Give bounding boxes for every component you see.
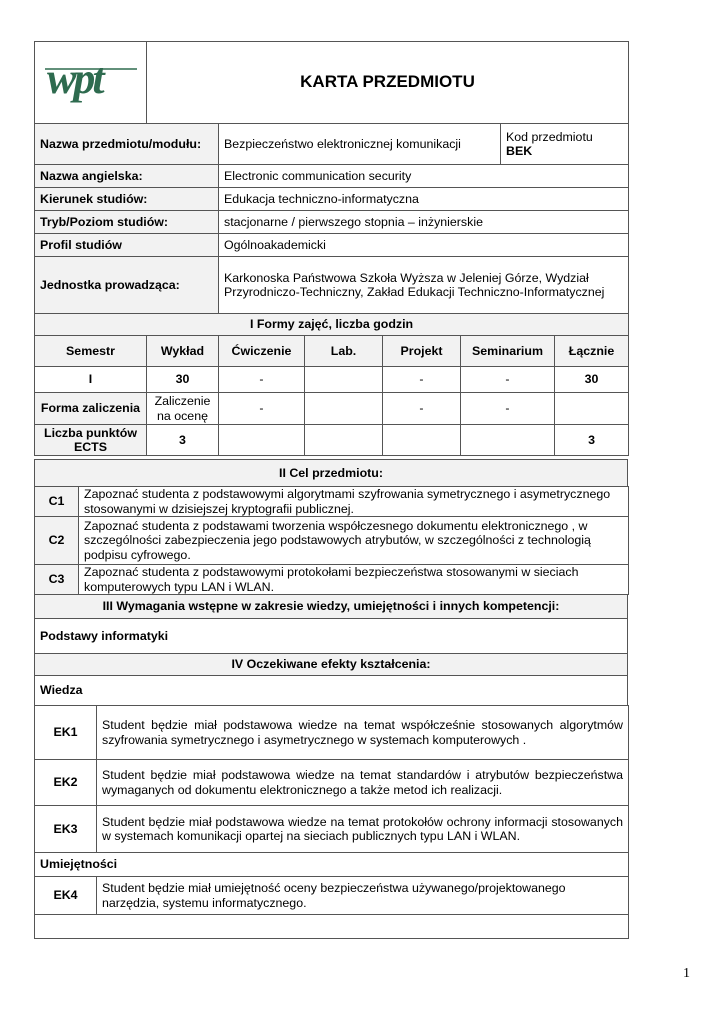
goals-heading: II Cel przedmiotu: bbox=[35, 460, 628, 487]
page-number: 1 bbox=[683, 966, 690, 981]
code-value: BEK bbox=[506, 144, 533, 158]
goal-code: C2 bbox=[35, 517, 79, 565]
form-seminar: - bbox=[461, 393, 555, 425]
lecture-hours: 30 bbox=[147, 367, 219, 393]
ects-seminar bbox=[461, 425, 555, 456]
forms-table bbox=[34, 313, 629, 456]
mode-value: stacjonarne / pierwszego stopnia – inżynierskie bbox=[219, 211, 629, 234]
form-project: - bbox=[383, 393, 461, 425]
semester-cell: I bbox=[35, 367, 147, 393]
outcome-text: Student będzie miał podstawowa wiedze na temat standardów i atrybutów bezpieczeństwa wymaganych od dokumentu elektronicznego a także metod ich realizacji. bbox=[97, 760, 629, 806]
skills-label: Umiejętności bbox=[35, 853, 629, 877]
goal-text: Zapoznać studenta z podstawowymi algorytmami szyfrowania symetrycznego i asymetrycznego stosowanymi w dzisiejszej kryptografii publicznej. bbox=[79, 487, 629, 517]
field-value: Edukacja techniczno-informatyczna bbox=[219, 188, 629, 211]
unit-value: Karkonoska Państwowa Szkoła Wyższa w Jeleniej Górze, Wydział Przyrodniczo-Techniczny, Zakład Edukacji Techniczno-Informatycznej bbox=[219, 257, 629, 314]
col-header: Projekt bbox=[383, 336, 461, 367]
ects-exercise bbox=[219, 425, 305, 456]
logo-text: wpt bbox=[46, 54, 102, 103]
goals-heading-table bbox=[34, 459, 628, 487]
ects-lecture: 3 bbox=[147, 425, 219, 456]
forms-heading: I Formy zajęć, liczba godzin bbox=[35, 314, 629, 336]
goal-text: Zapoznać studenta z podstawami tworzenia współczesnego dokumentu elektronicznego , w szczególności zabezpieczenia jego podstawowych atrybutów, w szczególności z technologią podpisu cyfrowego. bbox=[79, 517, 629, 565]
profile-value: Ogólnoakademicki bbox=[219, 234, 629, 257]
lab-hours bbox=[305, 367, 383, 393]
requirements-table bbox=[34, 594, 628, 706]
goal-code: C3 bbox=[35, 565, 79, 595]
outcome-text: Student będzie miał podstawowa wiedze na temat współcześnie stosowanych algorytmów szyfrowania symetrycznego i asymetrycznego w systemach komputerowych . bbox=[97, 706, 629, 760]
unit-label: Jednostka prowadząca: bbox=[35, 257, 219, 314]
project-hours: - bbox=[383, 367, 461, 393]
outcome-code: EK4 bbox=[35, 877, 97, 915]
outcome-text: Student będzie miał podstawowa wiedze na temat protokołów ochrony informacji stosowanych w systemach komunikacji opartej na sieciach publicznych typu LAN i WLAN. bbox=[97, 806, 629, 853]
profile-label: Profil studiów bbox=[35, 234, 219, 257]
page-title: KARTA PRZEDMIOTU bbox=[147, 42, 629, 124]
mode-label: Tryb/Poziom studiów: bbox=[35, 211, 219, 234]
wpt-logo bbox=[43, 55, 139, 107]
goal-code: C1 bbox=[35, 487, 79, 517]
requirements-heading: III Wymagania wstępne w zakresie wiedzy, umiejętności i innych kompetencji: bbox=[35, 595, 628, 619]
knowledge-label: Wiedza bbox=[35, 676, 628, 706]
seminar-hours: - bbox=[461, 367, 555, 393]
col-header: Wykład bbox=[147, 336, 219, 367]
ects-project bbox=[383, 425, 461, 456]
col-header: Seminarium bbox=[461, 336, 555, 367]
name-value: Bezpieczeństwo elektronicznej komunikacji bbox=[219, 124, 501, 165]
col-header: Lab. bbox=[305, 336, 383, 367]
form-exercise: - bbox=[219, 393, 305, 425]
exercise-hours: - bbox=[219, 367, 305, 393]
outcome-code: EK2 bbox=[35, 760, 97, 806]
code-label: Kod przedmiotu bbox=[506, 129, 593, 144]
outcome-code: EK1 bbox=[35, 706, 97, 760]
total-hours: 30 bbox=[555, 367, 629, 393]
goal-text: Zapoznać studenta z podstawowymi protokołami bezpieczeństwa stosowanymi w sieciach komputerowych typu LAN i WLAN. bbox=[79, 565, 629, 595]
form-total bbox=[555, 393, 629, 425]
english-label: Nazwa angielska: bbox=[35, 165, 219, 188]
form-label: Forma zaliczenia bbox=[35, 393, 147, 425]
name-label: Nazwa przedmiotu/modułu: bbox=[35, 124, 219, 165]
outcome-text: Student będzie miał umiejętność oceny bezpieczeństwa używanego/projektowanego narzędzia, systemu informatycznego. bbox=[97, 877, 629, 915]
empty-row bbox=[35, 915, 629, 939]
outcomes-table bbox=[34, 705, 629, 939]
field-label: Kierunek studiów: bbox=[35, 188, 219, 211]
ects-lab bbox=[305, 425, 383, 456]
english-value: Electronic communication security bbox=[219, 165, 629, 188]
form-lab bbox=[305, 393, 383, 425]
ects-total: 3 bbox=[555, 425, 629, 456]
col-header: Łącznie bbox=[555, 336, 629, 367]
col-header: Ćwiczenie bbox=[219, 336, 305, 367]
form-lecture: Zaliczenie na ocenę bbox=[147, 393, 219, 425]
course-info-table bbox=[34, 41, 629, 314]
outcomes-heading: IV Oczekiwane efekty kształcenia: bbox=[35, 654, 628, 676]
col-header: Semestr bbox=[35, 336, 147, 367]
requirements-text: Podstawy informatyki bbox=[35, 619, 628, 654]
goals-table bbox=[34, 486, 629, 595]
logo-cell bbox=[35, 42, 147, 124]
outcome-code: EK3 bbox=[35, 806, 97, 853]
ects-label: Liczba punktów ECTS bbox=[35, 425, 147, 456]
code-cell bbox=[501, 124, 629, 165]
